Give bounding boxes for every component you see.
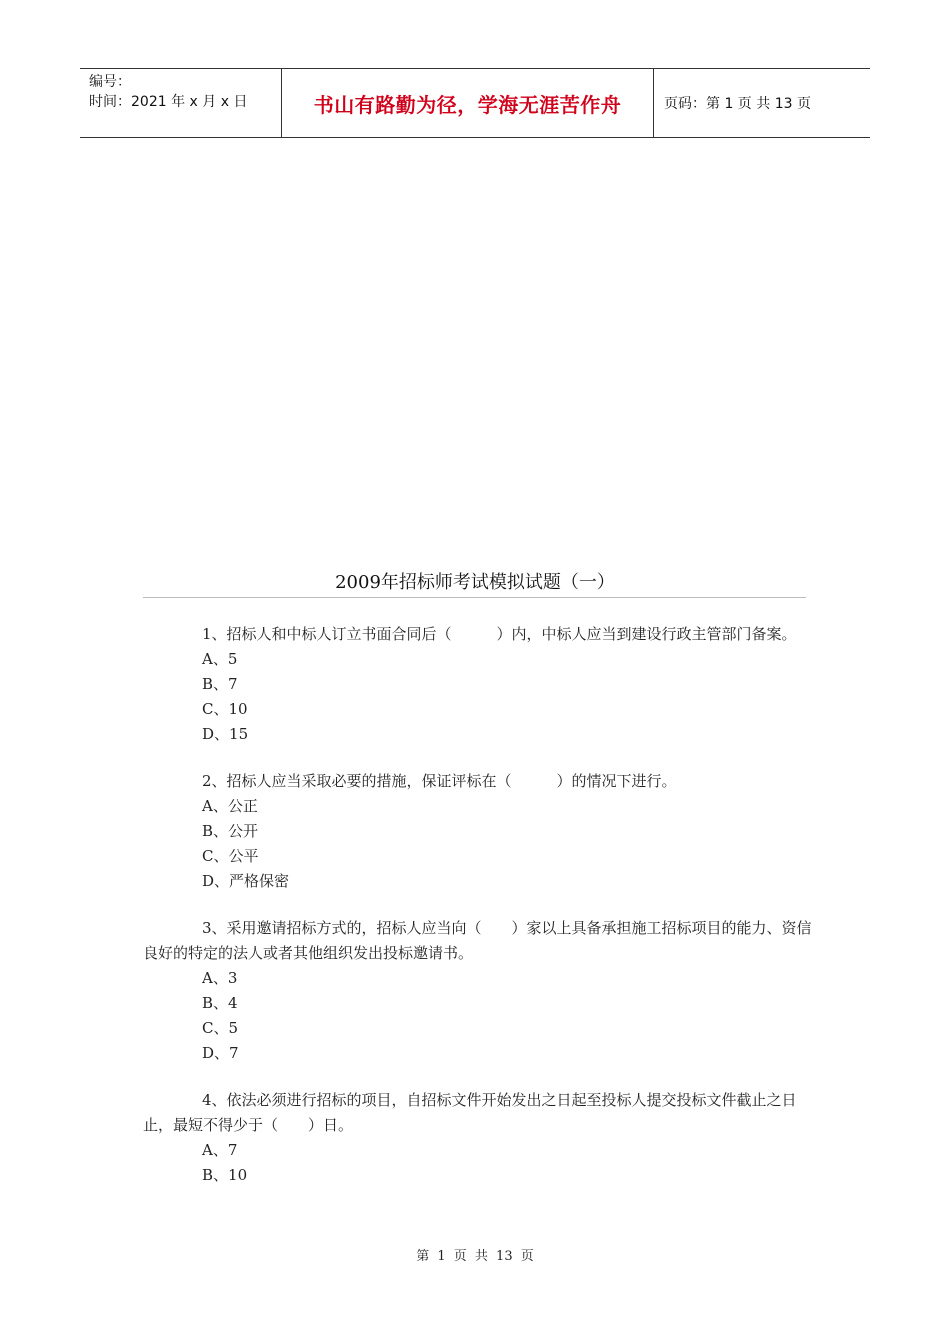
question-list xyxy=(143,622,813,1188)
option: D、15 xyxy=(202,725,249,743)
option: C、5 xyxy=(202,1019,239,1037)
option: A、3 xyxy=(202,969,238,987)
option: D、7 xyxy=(202,1044,239,1062)
option: B、公开 xyxy=(202,822,259,840)
question-2 xyxy=(143,769,813,894)
header-motto: 书山有路勤为径，学海无涯苦作舟 xyxy=(282,69,654,137)
question-stem: 4、依法必须进行招标的项目，自招标文件开始发出之日起至投标人提交投标文件截止之日止，最短不得少于（ ）日。 xyxy=(143,1091,797,1134)
question-4 xyxy=(143,1088,813,1188)
question-stem: 3、采用邀请招标方式的，招标人应当向（ ）家以上具备承担施工招标项目的能力、资信良好的特定的法人或者其他组织发出投标邀请书。 xyxy=(143,919,812,962)
option: B、7 xyxy=(202,675,238,693)
option: B、4 xyxy=(202,994,238,1012)
header-page-label: 页码：第 1 页 共 13 页 xyxy=(664,96,811,112)
time-label: 时间：2021 年 x 月 x 日 xyxy=(89,94,248,110)
question-3 xyxy=(143,916,813,1066)
option: C、10 xyxy=(202,700,248,718)
option: C、公平 xyxy=(202,847,259,865)
option: A、7 xyxy=(202,1141,238,1159)
title-divider xyxy=(143,597,806,598)
header-table xyxy=(80,68,870,138)
question-stem: 2、招标人应当采取必要的措施，保证评标在（ ）的情况下进行。 xyxy=(202,772,677,790)
option: B、10 xyxy=(202,1166,248,1184)
option: A、公正 xyxy=(202,797,258,815)
question-1 xyxy=(143,622,813,747)
option: A、5 xyxy=(202,650,238,668)
option: D、严格保密 xyxy=(202,872,290,890)
number-label: 编号： xyxy=(89,74,131,90)
header-meta xyxy=(80,69,282,137)
document-title: 2009年招标师考试模拟试题（一） xyxy=(335,572,615,593)
question-stem: 1、招标人和中标人订立书面合同后（ ）内，中标人应当到建设行政主管部门备案。 xyxy=(202,625,797,643)
page-footer: 第 1 页 共 13 页 xyxy=(416,1249,534,1264)
